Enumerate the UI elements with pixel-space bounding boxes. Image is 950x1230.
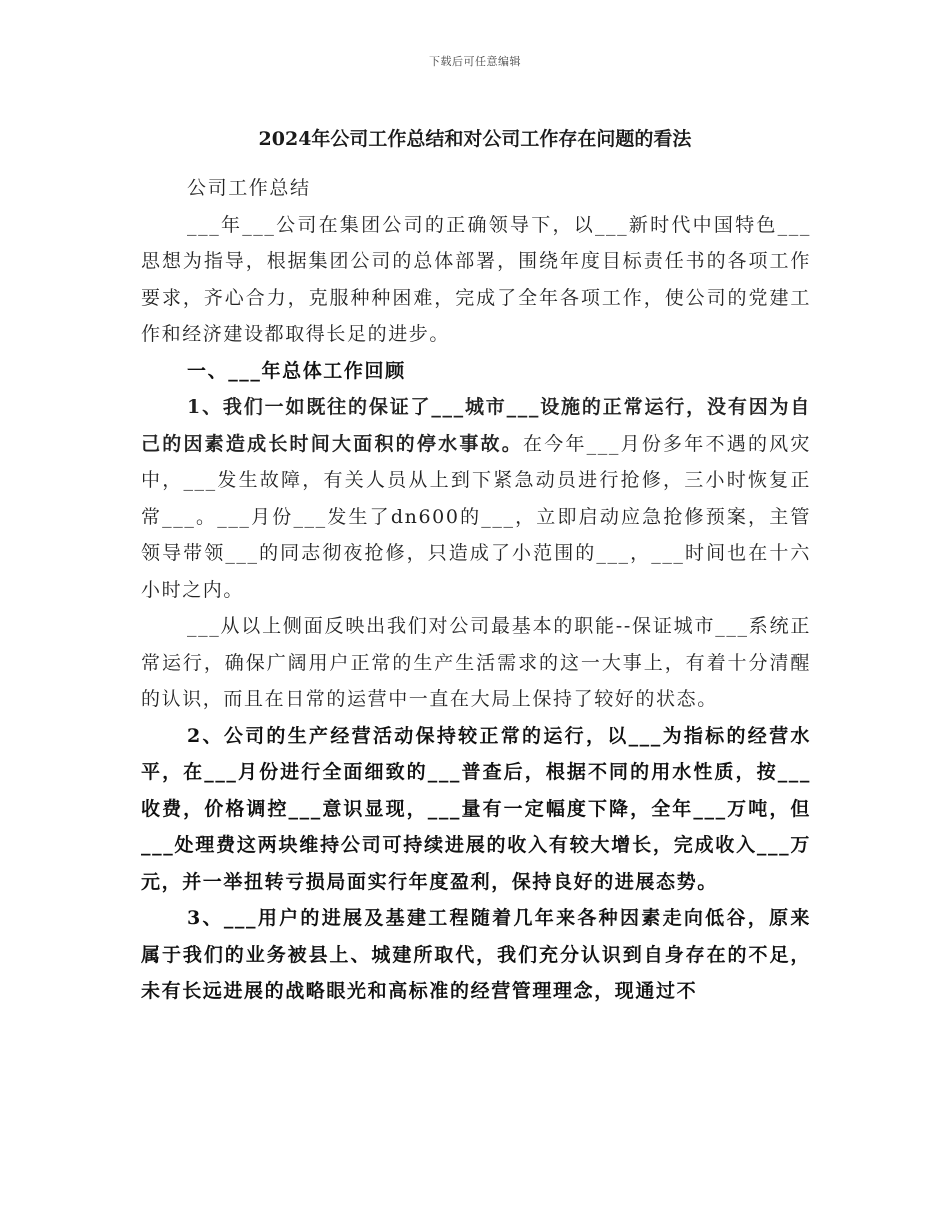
section-heading: 一、___年总体工作回顾 [187,359,406,382]
document-title: 2024年公司工作总结和对公司工作存在问题的看法 [258,128,692,150]
item1-paragraph [141,389,811,608]
item2-paragraph: 2、公司的生产经营活动保持较正常的运行，以___为指标的经营水平，在___月份进行全面细致的___普查后，根据不同的用水性质，按___收费，价格调控___意识显现，___量有一定幅度下降，全年___万吨，但___处理费这两块维持公司可持续进展的收入有较大增长，完成收入___万元，并一举扭转亏损局面实行年度盈利，保持良好的进展态势。 [141,724,811,893]
item3-paragraph: 3、___用户的进展及基建工程随着几年来各种因素走向低谷，原来属于我们的业务被县上、城建所取代，我们充分认识到自身存在的不足，未有长远进展的战略眼光和高标准的经营管理理念，现通过不 [141,907,811,1002]
subtitle-paragraph: 公司工作总结 [187,177,311,199]
item1-reflection-paragraph: ___从以上侧面反映出我们对公司最基本的职能--保证城市___系统正常运行，确保广阔用户正常的生产生活需求的这一大事上，有着十分清醒的认识，而且在日常的运营中一直在大局上保持了较好的状态。 [141,615,811,710]
item1-bold-text: 1、我们一如既往的保证了___城市___设施的正常运行，没有因为自己的因素造成长时间大面积的停水事故。 [141,396,811,455]
page-header: 下载后可任意编辑 [429,55,521,68]
document-body [141,170,811,1010]
intro-paragraph: ___年___公司在集团公司的正确领导下，以___新时代中国特色___思想为指导，根据集团公司的总体部署，围绕年度目标责任书的各项工作要求，齐心合力，克服种种困难，完成了全年各项工作，使公司的党建工作和经济建设都取得长足的进步。 [141,213,811,345]
item1-body-text: 在今年___月份多年不遇的风灾中，___发生故障，有关人员从上到下紧急动员进行抢修，三小时恢复正常___。___月份___发生了dn600的___，立即启动应急抢修预案，主管领导带领___的同志彻夜抢修，只造成了小范围的___，___时间也在十六小时之内。 [141,432,811,601]
